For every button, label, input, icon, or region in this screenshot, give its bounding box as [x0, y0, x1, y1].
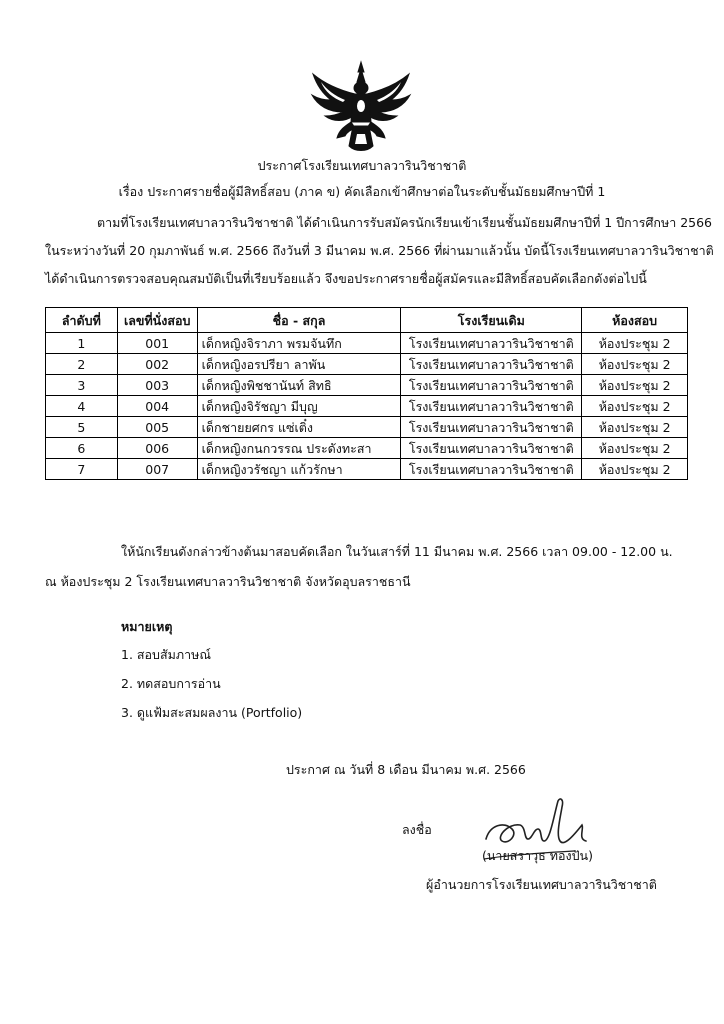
table-header-row	[46, 308, 688, 333]
cell-name: เด็กหญิงพิชชานันท์ สิทธิ	[197, 375, 401, 396]
cell-name: เด็กหญิงอรปรียา ลาพัน	[197, 354, 401, 375]
cell-school: โรงเรียนเทศบาลวารินวิชาชาติ	[401, 459, 582, 480]
cell-seat: 007	[117, 459, 197, 480]
table-row	[46, 438, 688, 459]
intro-line-2: ในระหว่างวันที่ 20 กุมภาพันธ์ พ.ศ. 2566 ถึงวันที่ 3 มีนาคม พ.ศ. 2566 ที่ผ่านมาแล้วนั้น บัดนี้โรงเรียนเทศบาลวารินวิชาชาติ	[45, 243, 714, 258]
table-row	[46, 354, 688, 375]
cell-seat: 006	[117, 438, 197, 459]
exam-schedule-line-1: ให้นักเรียนดังกล่าวข้างต้นมาสอบคัดเลือก ในวันเสาร์ที่ 11 มีนาคม พ.ศ. 2566 เวลา 09.00 - 12.00 น.	[121, 544, 673, 559]
cell-seat: 004	[117, 396, 197, 417]
cell-order: 7	[46, 459, 118, 480]
cell-school: โรงเรียนเทศบาลวารินวิชาชาติ	[401, 438, 582, 459]
cell-room: ห้องประชุม 2	[582, 375, 688, 396]
candidate-table	[45, 307, 688, 480]
table-row	[46, 375, 688, 396]
note-item: 1. สอบสัมภาษณ์	[121, 647, 211, 662]
col-header-school: โรงเรียนเดิม	[401, 308, 582, 333]
cell-order: 3	[46, 375, 118, 396]
cell-seat: 001	[117, 333, 197, 354]
cell-school: โรงเรียนเทศบาลวารินวิชาชาติ	[401, 354, 582, 375]
announcement-title: ประกาศโรงเรียนเทศบาลวารินวิชาชาติ	[257, 158, 467, 173]
cell-order: 1	[46, 333, 118, 354]
signer-position: ผู้อำนวยการโรงเรียนเทศบาลวารินวิชาชาติ	[426, 877, 657, 892]
signature-label: ลงชื่อ	[402, 822, 432, 837]
table-row	[46, 459, 688, 480]
cell-name: เด็กหญิงวรัชญา แก้วรักษา	[197, 459, 401, 480]
announce-date: ประกาศ ณ วันที่ 8 เดือน มีนาคม พ.ศ. 2566	[286, 762, 526, 777]
cell-name: เด็กหญิงจิรัชญา มีบุญ	[197, 396, 401, 417]
col-header-room: ห้องสอบ	[582, 308, 688, 333]
cell-room: ห้องประชุม 2	[582, 396, 688, 417]
col-header-seat: เลขที่นั่งสอบ	[117, 308, 197, 333]
cell-seat: 005	[117, 417, 197, 438]
cell-name: เด็กชายยศกร แซ่เติ๋ง	[197, 417, 401, 438]
cell-order: 5	[46, 417, 118, 438]
notes-heading: หมายเหตุ	[121, 619, 173, 634]
cell-room: ห้องประชุม 2	[582, 354, 688, 375]
intro-line-1: ตามที่โรงเรียนเทศบาลวารินวิชาชาติ ได้ดำเนินการรับสมัครนักเรียนเข้าเรียนชั้นมัธยมศึกษาปีที่ 1 ปีการศึกษา 2566	[97, 215, 713, 230]
note-item: 3. ดูแฟ้มสะสมผลงาน (Portfolio)	[121, 705, 303, 720]
table-row	[46, 333, 688, 354]
cell-order: 4	[46, 396, 118, 417]
cell-school: โรงเรียนเทศบาลวารินวิชาชาติ	[401, 333, 582, 354]
intro-line-3: ได้ดำเนินการตรวจสอบคุณสมบัติเป็นที่เรียบร้อยแล้ว จึงขอประกาศรายชื่อผู้สมัครและมีสิทธิ์สอบคัดเลือกดังต่อไปนี้	[45, 271, 647, 286]
cell-seat: 002	[117, 354, 197, 375]
cell-name: เด็กหญิงกนกวรรณ ประดังทะสา	[197, 438, 401, 459]
garuda-emblem-icon	[309, 60, 413, 155]
cell-school: โรงเรียนเทศบาลวารินวิชาชาติ	[401, 375, 582, 396]
cell-room: ห้องประชุม 2	[582, 438, 688, 459]
table-row	[46, 396, 688, 417]
cell-name: เด็กหญิงจิราภา พรมจันทึก	[197, 333, 401, 354]
col-header-order: ลำดับที่	[46, 308, 118, 333]
cell-room: ห้องประชุม 2	[582, 333, 688, 354]
cell-school: โรงเรียนเทศบาลวารินวิชาชาติ	[401, 396, 582, 417]
table-row	[46, 417, 688, 438]
cell-room: ห้องประชุม 2	[582, 417, 688, 438]
cell-order: 2	[46, 354, 118, 375]
signer-name: (นายสราวุธ ทองปัน)	[482, 848, 593, 863]
exam-schedule-line-2: ณ ห้องประชุม 2 โรงเรียนเทศบาลวารินวิชาชาติ จังหวัดอุบลราชธานี	[45, 574, 411, 589]
note-item: 2. ทดสอบการอ่าน	[121, 676, 221, 691]
announcement-subject: เรื่อง ประกาศรายชื่อผู้มีสิทธิ์สอบ (ภาค ข) คัดเลือกเข้าศึกษาต่อในระดับชั้นมัธยมศึกษาปีที่ 1	[118, 184, 606, 199]
cell-room: ห้องประชุม 2	[582, 459, 688, 480]
cell-school: โรงเรียนเทศบาลวารินวิชาชาติ	[401, 417, 582, 438]
cell-seat: 003	[117, 375, 197, 396]
col-header-name: ชื่อ - สกุล	[197, 308, 401, 333]
cell-order: 6	[46, 438, 118, 459]
